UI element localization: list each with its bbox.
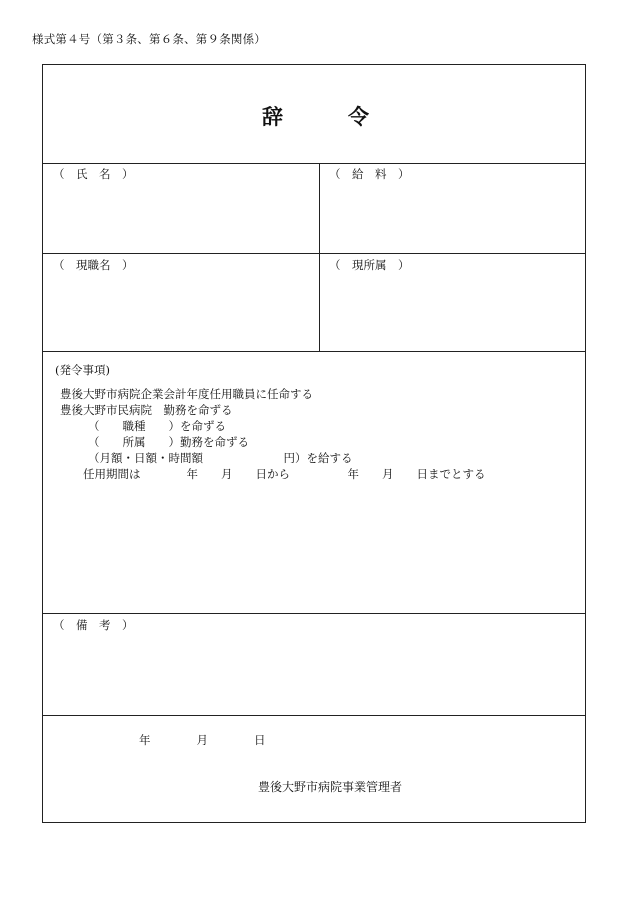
order-section (43, 352, 585, 614)
order-line-job-type: （ 職種 ）を命ずる (88, 419, 226, 433)
remarks-label: （ 備 考 ） (53, 618, 134, 632)
order-line-affiliation: （ 所属 ）勤務を命ずる (88, 435, 249, 449)
column-divider (319, 164, 320, 253)
issuer-name: 豊後大野市病院事業管理者 (258, 780, 403, 794)
title-char-2: 令 (348, 104, 369, 129)
current-post-label: （ 現職名 ） (53, 258, 134, 272)
column-divider (319, 254, 320, 351)
name-salary-row (43, 164, 585, 254)
order-line-hospital: 豊後大野市民病院 勤務を命ずる (60, 403, 233, 417)
issue-date: 年 月 日 (139, 733, 266, 747)
order-line-term: 任用期間は 年 月 日から 年 月 日までとする (83, 467, 486, 481)
title-section (43, 65, 585, 164)
appointment-form (42, 64, 586, 823)
name-label: （ 氏 名 ） (53, 167, 134, 181)
current-affiliation-label: （ 現所属 ） (329, 258, 410, 272)
form-number: 様式第４号（第３条、第６条、第９条関係） (32, 32, 266, 46)
order-heading: (発令事項) (55, 363, 110, 377)
footer-section (43, 716, 585, 822)
order-line-pay: （月額・日額・時間額 円）を給する (88, 451, 353, 465)
order-line-appoint: 豊後大野市病院企業会計年度任用職員に任命する (60, 387, 313, 401)
title-char-1: 辞 (262, 104, 283, 129)
post-affiliation-row (43, 254, 585, 352)
salary-label: （ 給 料 ） (329, 167, 410, 181)
remarks-section (43, 614, 585, 716)
